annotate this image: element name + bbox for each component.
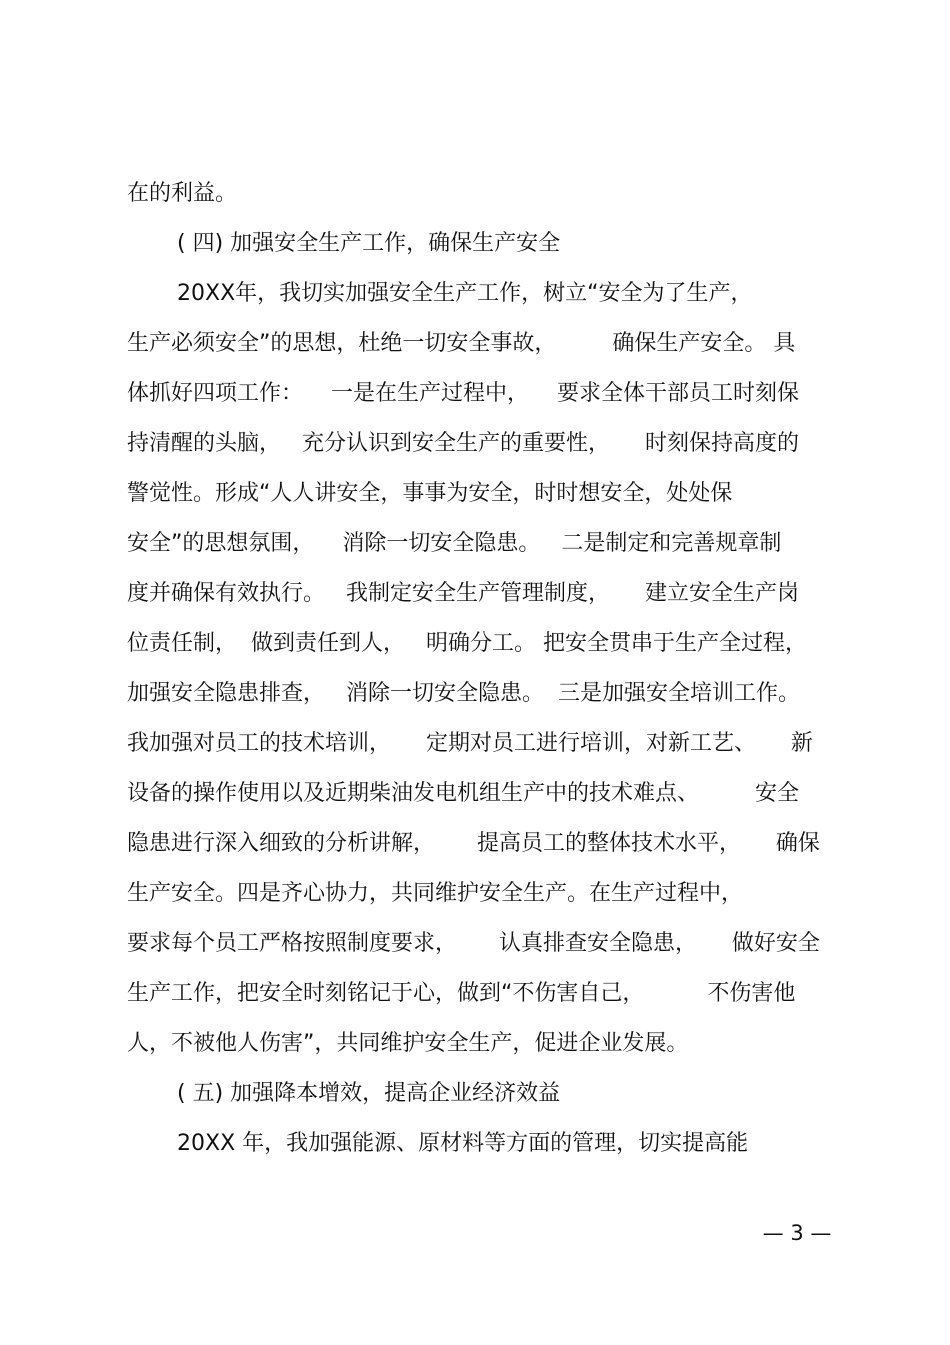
body-text-line: 人，不被他人伤害”，共同维护安全生产，促进企业发展。 [127, 1031, 689, 1056]
section-heading: ( 五) 加强降本增效，提高企业经济效益 [177, 1081, 561, 1106]
body-text-line: 位责任制， 做到责任到人， 明确分工。 把安全贯串于生产全过程， [127, 631, 807, 656]
body-text-line: 警觉性。形成“人人讲安全，事事为安全，时时想安全，处处保 [127, 481, 733, 506]
body-text-line: 生产工作，把安全时刻铭记于心，做到“不伤害自己， 不伤害他 [127, 981, 796, 1006]
body-text-line: 体抓好四项工作： 一是在生产过程中， 要求全体干部员工时刻保 [127, 381, 799, 406]
body-text-line: 我加强对员工的技术培训， 定期对员工进行培训，对新工艺、 新 [127, 731, 813, 756]
body-text-line: 设备的操作使用以及近期柴油发电机组生产中的技术难点、 安全 [127, 781, 799, 806]
page-number: — 3 — [762, 1221, 832, 1245]
body-text-line: 安全”的思想氛围， 消除一切安全隐患。 二是制定和完善规章制 [127, 531, 782, 556]
paragraph-first-line: 20XX年，我切实加强安全生产工作，树立“安全为了生产， [177, 281, 753, 306]
body-text-line: 隐患进行深入细致的分析讲解， 提高员工的整体技术水平， 确保 [127, 831, 820, 856]
body-text-line: 生产必须安全”的思想，杜绝一切安全事故， 确保生产安全。 具 [127, 331, 796, 356]
body-text-line: 加强安全隐患排查， 消除一切安全隐患。 三是加强安全培训工作。 [127, 681, 800, 706]
body-text-line: 在的利益。 [127, 181, 238, 206]
body-text-line: 要求每个员工严格按照制度要求， 认真排查安全隐患， 做好安全 [127, 931, 820, 956]
body-text-line: 生产安全。四是齐心协力，共同维护安全生产。在生产过程中， [127, 881, 744, 906]
section-heading: ( 四) 加强安全生产工作，确保生产安全 [177, 231, 561, 256]
body-text-line: 度并确保有效执行。 我制定安全生产管理制度， 建立安全生产岗 [127, 581, 799, 606]
body-text-line: 持清醒的头脑， 充分认识到安全生产的重要性， 时刻保持高度的 [127, 431, 799, 456]
paragraph-first-line: 20XX 年，我加强能源、原材料等方面的管理，切实提高能 [177, 1131, 749, 1156]
